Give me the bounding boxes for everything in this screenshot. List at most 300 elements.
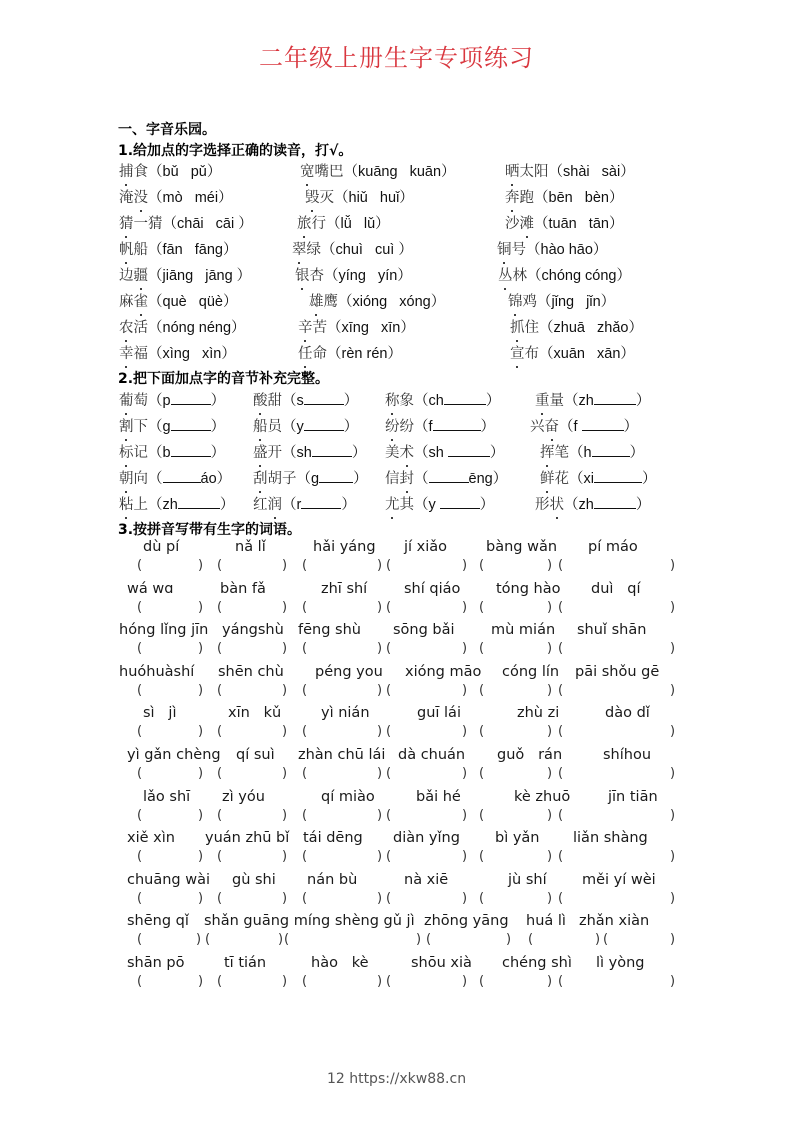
answer-blank[interactable]: [319, 469, 353, 483]
paren-close: ): [282, 682, 288, 698]
paren-close: ): [282, 807, 288, 823]
paren-open: (: [558, 849, 564, 865]
paren-close: ): [670, 682, 676, 698]
answer-blank[interactable]: [312, 443, 352, 457]
pinyin-word: xiě xìn: [127, 830, 175, 847]
word: 形状: [535, 497, 564, 513]
answer-box[interactable]: [528, 932, 603, 950]
answer-box[interactable]: [386, 808, 470, 826]
answer-box[interactable]: [137, 974, 206, 992]
pronunciation-item[interactable]: [498, 264, 631, 285]
paren-close: ): [282, 558, 288, 573]
pinyin-word: mù mián: [491, 622, 556, 639]
pinyin-word: liǎn shàng: [573, 830, 648, 847]
paren-close: ): [377, 599, 383, 615]
answer-box[interactable]: [558, 766, 678, 784]
answer-box[interactable]: [558, 641, 678, 659]
word: 奔跑: [505, 190, 534, 206]
answer-box[interactable]: [217, 724, 290, 742]
paren-open: (: [386, 599, 392, 615]
syllable-suffix: ）: [635, 497, 651, 513]
paren-open: (: [302, 558, 308, 573]
paren-open: (: [137, 599, 143, 615]
pronunciation-item[interactable]: [505, 186, 623, 207]
pronunciation-item[interactable]: [119, 212, 253, 233]
syllable-prefix: （g: [148, 419, 171, 435]
pronunciation-item[interactable]: [119, 160, 221, 181]
syllable-suffix: ）: [343, 419, 359, 435]
answer-box[interactable]: [302, 600, 385, 618]
syllable-prefix: （s: [282, 393, 304, 409]
answer-box[interactable]: [217, 808, 290, 826]
pinyin-choices: （kuāng kuān）: [343, 164, 456, 180]
answer-box[interactable]: [558, 849, 678, 867]
answer-blank[interactable]: [594, 469, 642, 483]
paren-close: ): [198, 641, 204, 657]
answer-box[interactable]: [558, 724, 678, 742]
emphasis-dot-icon: [504, 288, 506, 290]
answer-box[interactable]: [479, 641, 555, 659]
syllable-item: [385, 467, 507, 488]
paren-close: ): [547, 766, 553, 781]
pinyin-word: péng you: [315, 663, 383, 680]
answer-box[interactable]: [137, 600, 206, 618]
answer-box[interactable]: [426, 932, 514, 950]
syllable-prefix: （ch: [414, 393, 444, 409]
answer-box[interactable]: [386, 683, 470, 701]
paren-close: ): [670, 849, 676, 865]
answer-box[interactable]: [386, 641, 470, 659]
answer-box[interactable]: [603, 932, 678, 950]
answer-box[interactable]: [479, 849, 555, 867]
pinyin-choices: （xióng xóng）: [338, 294, 446, 310]
paren-close: ): [198, 849, 204, 865]
paren-open: (: [386, 558, 392, 573]
answer-box[interactable]: [479, 600, 555, 618]
paren-open: (: [558, 641, 564, 657]
paren-open: (: [386, 766, 392, 781]
syllable-item: [253, 389, 358, 410]
paren-open: (: [217, 849, 223, 865]
paren-close: ): [377, 849, 383, 865]
pronunciation-item[interactable]: [119, 316, 246, 337]
answer-box[interactable]: [479, 766, 555, 784]
pinyin-word: xióng māo: [405, 663, 482, 680]
paren-open: (: [217, 890, 223, 906]
paren-close: ): [198, 724, 204, 740]
pinyin-choices: （hiǔ huǐ）: [334, 190, 414, 206]
answer-blank[interactable]: [171, 391, 211, 405]
word: 农活: [119, 320, 148, 336]
paren-close: ): [670, 890, 676, 906]
syllable-prefix: （: [414, 471, 429, 487]
paren-close: ): [282, 890, 288, 906]
pinyin-word: shíhou: [603, 747, 652, 763]
answer-box[interactable]: [558, 891, 678, 909]
word: 捕食: [119, 164, 148, 180]
paren-open: (: [479, 766, 485, 781]
paren-open: (: [558, 558, 564, 573]
pinyin-choices: （xuān xān）: [539, 346, 635, 362]
word: 重量: [535, 393, 564, 409]
answer-box[interactable]: [302, 641, 385, 659]
pinyin-word: bàng wǎn: [486, 539, 558, 555]
paren-close: ): [547, 599, 553, 615]
syllable-prefix: （xi: [569, 471, 594, 487]
paren-close: ): [670, 766, 676, 781]
paren-open: (: [137, 890, 143, 906]
word: 挥笔: [540, 445, 569, 461]
answer-box[interactable]: [479, 974, 555, 992]
pronunciation-item[interactable]: [119, 342, 236, 363]
paren-close: ): [198, 890, 204, 906]
word: 朝向: [119, 471, 148, 487]
paren-open: (: [558, 807, 564, 823]
answer-box[interactable]: [558, 600, 678, 618]
answer-blank[interactable]: [171, 417, 211, 431]
pinyin-word: yángshù: [222, 622, 284, 639]
word: 幸福: [119, 346, 148, 362]
pinyin-word: tái dēng: [303, 830, 363, 847]
paren-close: ): [198, 558, 204, 573]
syllable-prefix: （p: [148, 393, 171, 409]
pronunciation-item[interactable]: [505, 160, 635, 181]
pronunciation-item[interactable]: [292, 238, 413, 259]
pinyin-word: pí máo: [588, 539, 638, 555]
pronunciation-item[interactable]: [510, 316, 643, 337]
paren-open: (: [479, 558, 485, 573]
pinyin-word: bǎi hé: [416, 788, 461, 805]
paren-open: (: [137, 849, 143, 865]
pinyin-choices: （hào hāo）: [526, 242, 608, 258]
part1-heading: 1.给加点的字选择正确的读音，打√。: [118, 143, 353, 159]
pronunciation-item[interactable]: [119, 238, 237, 259]
pinyin-choices: （chóng cóng）: [527, 268, 631, 284]
syllable-suffix: ）: [629, 445, 645, 461]
answer-box[interactable]: [217, 891, 290, 909]
pronunciation-item[interactable]: [119, 264, 251, 285]
answer-box[interactable]: [386, 558, 470, 576]
answer-box[interactable]: [479, 808, 555, 826]
paren-open: (: [386, 974, 392, 989]
paren-open: (: [302, 724, 308, 740]
paren-open: (: [137, 641, 143, 657]
syllable-item: [119, 441, 225, 462]
word: 淹没: [119, 190, 148, 206]
answer-box[interactable]: [217, 974, 290, 992]
paren-open: (: [479, 724, 485, 740]
paren-close: ): [196, 932, 202, 948]
answer-box[interactable]: [137, 932, 204, 950]
pronunciation-item[interactable]: [309, 290, 445, 311]
answer-box[interactable]: [558, 558, 678, 576]
page-title: 二年级上册生字专项练习: [259, 44, 534, 72]
answer-box[interactable]: [479, 558, 555, 576]
pinyin-word: fēng shù: [298, 622, 361, 639]
paren-open: (: [479, 599, 485, 615]
answer-box[interactable]: [386, 600, 470, 618]
pinyin-word: dà chuán: [398, 747, 466, 763]
word: 盛开: [253, 445, 282, 461]
pinyin-word: jīn tiān: [608, 788, 658, 805]
word: 酸甜: [253, 393, 282, 409]
pinyin-choices: （tuān tān）: [534, 216, 624, 232]
paren-open: (: [137, 724, 143, 740]
pronunciation-item[interactable]: [508, 290, 615, 311]
answer-box[interactable]: [217, 683, 290, 701]
pinyin-word: dù pí: [143, 539, 180, 555]
pinyin-word: wá wɑ: [127, 580, 174, 597]
pinyin-word: qí miào: [321, 788, 375, 805]
pronunciation-item[interactable]: [297, 212, 390, 233]
pinyin-choices: （xìng xìn）: [148, 346, 236, 362]
paren-close: ): [198, 682, 204, 698]
answer-box[interactable]: [386, 724, 470, 742]
pinyin-word: kè zhuō: [514, 788, 571, 805]
answer-box[interactable]: [137, 808, 206, 826]
answer-blank[interactable]: [178, 495, 220, 509]
paren-close: ): [462, 682, 468, 698]
syllable-item: [385, 415, 495, 436]
pinyin-word: shōu xià: [411, 955, 472, 971]
paren-open: (: [426, 932, 432, 948]
paren-close: ): [547, 558, 553, 573]
syllable-item: [385, 493, 494, 514]
answer-box[interactable]: [302, 558, 385, 576]
pinyin-word: yì gǎn chèng: [127, 747, 221, 763]
pinyin-choices: （lǚ lǔ）: [326, 216, 390, 232]
answer-box[interactable]: [284, 932, 424, 950]
answer-blank[interactable]: [582, 417, 624, 431]
pinyin-choices: （chāi cāi ）: [162, 216, 253, 232]
paren-open: (: [479, 807, 485, 823]
pinyin-word: gù shi: [232, 871, 276, 888]
paren-close: ): [377, 807, 383, 823]
paren-open: (: [217, 682, 223, 698]
word: 边疆: [119, 268, 148, 284]
answer-box[interactable]: [137, 558, 206, 576]
paren-open: (: [302, 599, 308, 615]
paren-close: ): [198, 974, 204, 989]
paren-open: (: [558, 890, 564, 906]
syllable-suffix: ）: [210, 393, 226, 409]
syllable-item: [385, 441, 504, 462]
answer-box[interactable]: [479, 891, 555, 909]
pinyin-choices: （què qüè）: [148, 294, 238, 310]
paren-close: ): [462, 558, 468, 573]
pinyin-choices: （rèn rén）: [327, 346, 402, 362]
pinyin-word: hǎi yáng: [313, 539, 376, 555]
word: 帆船: [119, 242, 148, 258]
word: 割下: [119, 419, 148, 435]
syllable-prefix: （r: [282, 497, 302, 513]
paren-close: ): [377, 890, 383, 906]
answer-blank[interactable]: [163, 469, 201, 483]
pinyin-word: nán bù: [307, 871, 358, 888]
answer-box[interactable]: [302, 849, 385, 867]
pinyin-word: zhōng yāng: [424, 913, 509, 930]
answer-box[interactable]: [386, 891, 470, 909]
syllable-item: [253, 415, 358, 436]
pinyin-word: shí qiáo: [404, 580, 461, 597]
paren-open: (: [137, 766, 143, 781]
pinyin-choices: （yíng yín）: [324, 268, 412, 284]
word: 鲜花: [540, 471, 569, 487]
answer-blank[interactable]: [444, 391, 486, 405]
syllable-item: [119, 493, 234, 514]
pinyin-word: hóng lǐng jīn: [119, 622, 209, 639]
pronunciation-item[interactable]: [305, 186, 414, 207]
word: 刮胡子: [253, 471, 297, 487]
syllable-item: [119, 415, 225, 436]
paren-close: ): [377, 682, 383, 698]
word: 旅行: [297, 216, 326, 232]
answer-box[interactable]: [479, 724, 555, 742]
word: 沙滩: [505, 216, 534, 232]
answer-box[interactable]: [386, 849, 470, 867]
answer-blank[interactable]: [594, 391, 636, 405]
syllable-suffix: ）: [219, 497, 235, 513]
paren-open: (: [217, 766, 223, 781]
emphasis-dot-icon: [301, 288, 303, 290]
pinyin-choices: （chuì cuì ）: [321, 242, 413, 258]
word: 银杏: [295, 268, 324, 284]
answer-blank[interactable]: [304, 391, 344, 405]
paren-open: (: [217, 974, 223, 989]
paren-close: ): [670, 974, 676, 989]
pronunciation-item[interactable]: [300, 160, 456, 181]
word: 船员: [253, 419, 282, 435]
paren-close: ): [282, 641, 288, 657]
answer-box[interactable]: [302, 891, 385, 909]
answer-blank[interactable]: [594, 495, 636, 509]
pinyin-word: shēng qǐ: [127, 913, 189, 930]
paren-open: (: [479, 974, 485, 989]
paren-open: (: [205, 932, 211, 948]
syllable-item: [540, 441, 644, 462]
word: 任命: [298, 346, 327, 362]
answer-box[interactable]: [558, 808, 678, 826]
answer-box[interactable]: [217, 600, 290, 618]
answer-box[interactable]: [302, 724, 385, 742]
paren-close: ): [198, 599, 204, 615]
emphasis-dot-icon: [391, 517, 393, 519]
pinyin-choices: （xīng xīn）: [327, 320, 415, 336]
answer-box[interactable]: [386, 974, 470, 992]
answer-box[interactable]: [217, 558, 290, 576]
answer-box[interactable]: [137, 766, 206, 784]
pronunciation-item[interactable]: [298, 342, 402, 363]
syllable-suffix: ）: [341, 497, 356, 513]
pronunciation-item[interactable]: [295, 264, 412, 285]
pronunciation-item[interactable]: [505, 212, 623, 233]
paren-open: (: [217, 558, 223, 573]
paren-open: (: [479, 849, 485, 865]
syllable-prefix: （sh: [414, 445, 448, 461]
answer-box[interactable]: [217, 641, 290, 659]
paren-close: ): [670, 558, 676, 573]
word: 铜号: [497, 242, 526, 258]
paren-open: (: [284, 932, 290, 948]
paren-open: (: [302, 974, 308, 989]
paren-close: ): [377, 766, 383, 781]
answer-box[interactable]: [137, 683, 206, 701]
answer-blank[interactable]: [433, 417, 481, 431]
word: 麻雀: [119, 294, 148, 310]
paren-close: ): [282, 974, 288, 989]
answer-blank[interactable]: [171, 443, 211, 457]
answer-box[interactable]: [386, 766, 470, 784]
pronunciation-item[interactable]: [119, 290, 237, 311]
pronunciation-item[interactable]: [497, 238, 607, 259]
paren-open: (: [137, 932, 143, 948]
answer-blank[interactable]: [304, 417, 344, 431]
paren-close: ): [462, 641, 468, 657]
pinyin-word: tóng hào: [496, 580, 561, 597]
answer-box[interactable]: [302, 766, 385, 784]
paren-close: ): [547, 974, 553, 989]
answer-box[interactable]: [558, 974, 678, 992]
pinyin-word: chuāng wài: [127, 871, 211, 888]
answer-blank[interactable]: [592, 443, 630, 457]
pronunciation-item[interactable]: [119, 186, 233, 207]
paren-open: (: [137, 682, 143, 698]
word: 翠绿: [292, 242, 321, 258]
word: 丛林: [498, 268, 527, 284]
syllable-prefix: （b: [148, 445, 171, 461]
paren-close: ): [670, 641, 676, 657]
pinyin-word: shēn chù: [218, 663, 284, 680]
pinyin-word: pāi shǒu gē: [575, 663, 660, 680]
answer-box[interactable]: [217, 849, 290, 867]
pinyin-word: dào dǐ: [605, 705, 650, 722]
pinyin-word: huá lì: [526, 913, 566, 930]
paren-open: (: [479, 641, 485, 657]
pronunciation-item[interactable]: [510, 342, 635, 363]
pinyin-word: jí xiǎo: [404, 539, 448, 555]
pronunciation-item[interactable]: [298, 316, 415, 337]
answer-box[interactable]: [137, 891, 206, 909]
pinyin-word: lì yòng: [596, 955, 645, 971]
pinyin-word: nǎ lǐ: [235, 539, 266, 555]
paren-close: ): [547, 849, 553, 865]
paren-close: ): [462, 766, 468, 781]
answer-box[interactable]: [302, 683, 385, 701]
paren-open: (: [302, 641, 308, 657]
answer-blank[interactable]: [301, 495, 341, 509]
paren-open: (: [137, 974, 143, 989]
paren-open: (: [386, 682, 392, 698]
answer-box[interactable]: [137, 724, 206, 742]
paren-close: ): [198, 766, 204, 781]
paren-open: (: [137, 558, 143, 573]
answer-box[interactable]: [302, 974, 385, 992]
answer-blank[interactable]: [440, 495, 480, 509]
syllable-suffix: ）: [351, 445, 367, 461]
syllable-item: [253, 441, 366, 462]
answer-box[interactable]: [302, 808, 385, 826]
answer-box[interactable]: [217, 766, 290, 784]
answer-blank[interactable]: [429, 469, 469, 483]
pinyin-word: zhī shí: [321, 580, 368, 597]
answer-blank[interactable]: [448, 443, 490, 457]
answer-box[interactable]: [558, 683, 678, 701]
answer-box[interactable]: [137, 849, 206, 867]
answer-box[interactable]: [479, 683, 555, 701]
section-heading: 一、字音乐园。: [118, 122, 216, 138]
answer-box[interactable]: [205, 932, 286, 950]
answer-box[interactable]: [137, 641, 206, 659]
